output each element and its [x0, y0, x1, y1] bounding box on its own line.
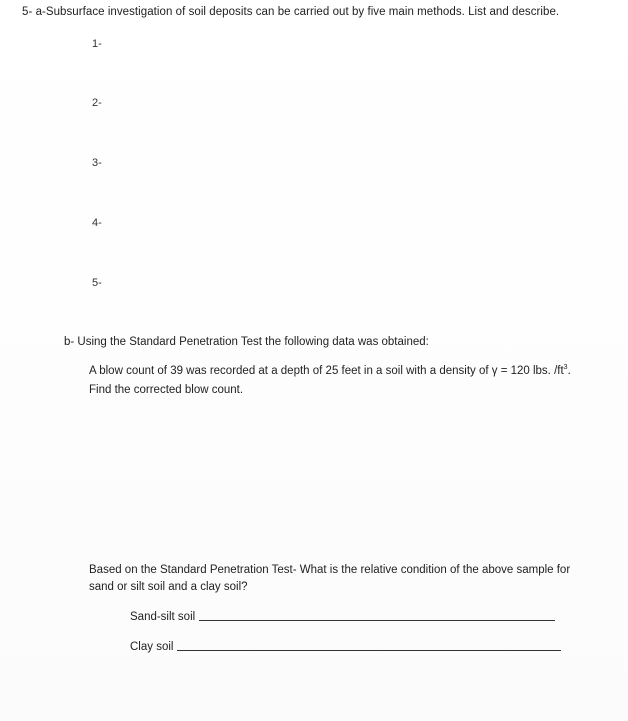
answer-item-1: 1- — [92, 38, 102, 50]
question-5b-data-text: A blow count of 39 was recorded at a depth of 25 feet in a soil with a density of γ = 120 lbs. /ft — [89, 365, 564, 377]
cubic-superscript: 3 — [563, 364, 568, 372]
question-5c-line-1: Based on the Standard Penetration Test- What is the relative condition of the above sample for — [89, 564, 571, 576]
question-5c-line-2: sand or silt soil and a clay soil? — [89, 581, 248, 593]
answer-item-3: 3- — [92, 157, 102, 169]
clay-answer-blank[interactable] — [177, 649, 561, 651]
question-5b-data-end: . — [567, 365, 571, 377]
question-5a-title: 5- a-Subsurface investigation of soil deposits can be carried out by five main methods. List and describe. — [22, 6, 560, 18]
question-5b-data — [89, 365, 571, 377]
answer-item-5: 5- — [92, 277, 102, 289]
question-5b-task: Find the corrected blow count. — [89, 384, 244, 396]
answer-item-4: 4- — [92, 217, 102, 229]
sand-silt-answer-row — [130, 611, 555, 623]
sand-silt-answer-blank[interactable] — [199, 619, 555, 621]
sand-silt-label: Sand-silt soil — [130, 611, 196, 623]
answer-item-2: 2- — [92, 97, 102, 109]
clay-label: Clay soil — [130, 641, 174, 653]
clay-answer-row — [130, 641, 561, 653]
question-5b-title: b- Using the Standard Penetration Test the following data was obtained: — [64, 336, 429, 348]
